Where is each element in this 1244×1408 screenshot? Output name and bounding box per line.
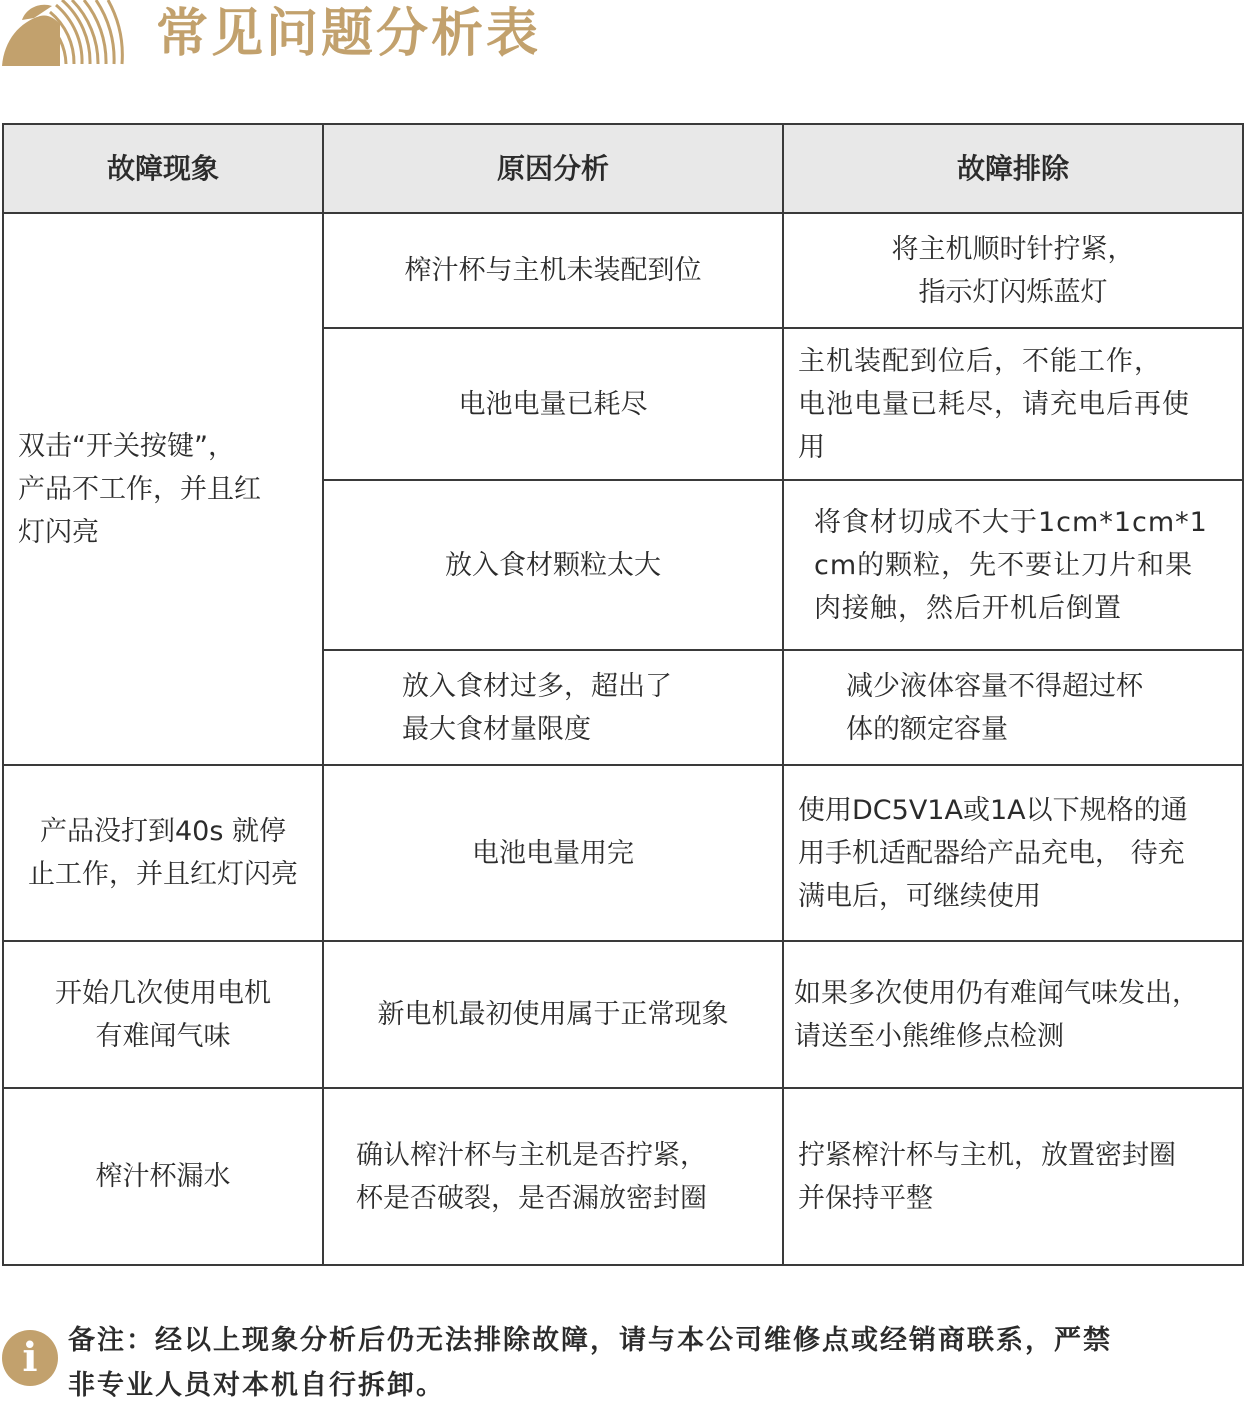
table-row — [3, 765, 1243, 941]
cause-cell — [323, 480, 783, 650]
cause-line: 电池电量已耗尽 — [458, 388, 648, 420]
cause-cell — [323, 941, 783, 1088]
fix-line: 电池电量已耗尽，请充电后再使 — [798, 388, 1190, 420]
header-cause: 原因分析 — [323, 124, 783, 213]
symptom-cell — [3, 941, 323, 1088]
page-title: 常见问题分析表 — [156, 4, 542, 64]
cause-line: 电池电量用完 — [472, 837, 634, 869]
symptom-cell — [3, 765, 323, 941]
cause-cell — [323, 765, 783, 941]
fix-line: 满电后，可继续使用 — [798, 880, 1041, 912]
fix-line: 用 — [798, 431, 826, 463]
header-fix: 故障排除 — [783, 124, 1243, 213]
symptom-line: 有难闻气味 — [95, 1020, 231, 1052]
fix-line: 使用DC5V1A或1A以下规格的通 — [798, 794, 1188, 826]
cause-line: 放入食材过多，超出了 — [402, 670, 672, 702]
fix-line: 拧紧榨汁杯与主机，放置密封圈 — [798, 1139, 1176, 1171]
cause-line: 放入食材颗粒太大 — [445, 549, 661, 581]
fix-cell — [783, 328, 1243, 480]
symptom-line: 榨汁杯漏水 — [95, 1161, 231, 1192]
table-row — [3, 941, 1243, 1088]
fix-line: 体的额定容量 — [846, 713, 1008, 745]
fix-cell — [783, 765, 1243, 941]
header-symptom: 故障现象 — [3, 124, 323, 213]
cause-line: 确认榨汁杯与主机是否拧紧， — [356, 1139, 707, 1171]
fix-line: 如果多次使用仍有难闻气味发出， — [794, 977, 1199, 1009]
symptom-line: 灯闪亮 — [18, 516, 99, 548]
fix-line: cm的颗粒，先不要让刀片和果 — [814, 549, 1194, 581]
fix-line: 将食材切成不大于1cm*1cm*1 — [814, 506, 1208, 538]
cause-line: 杯是否破裂，是否漏放密封圈 — [356, 1182, 707, 1214]
fix-cell — [783, 1088, 1243, 1265]
table-header-row — [3, 124, 1243, 213]
cause-line: 最大食材量限度 — [402, 713, 591, 745]
fix-cell — [783, 480, 1243, 650]
fix-line: 用手机适配器给产品充电， 待充 — [798, 837, 1185, 869]
info-icon — [2, 1330, 58, 1386]
cause-line: 新电机最初使用属于正常现象 — [377, 999, 729, 1030]
cause-cell — [323, 328, 783, 480]
footnote-line: 备注：经以上现象分析后仍无法排除故障，请与本公司维修点或经销商联系，严禁 — [68, 1325, 1112, 1356]
fix-line: 指示灯闪烁蓝灯 — [918, 276, 1108, 308]
fix-line: 减少液体容量不得超过杯 — [846, 670, 1143, 702]
brand-logo-icon — [0, 0, 130, 70]
symptom-cell — [3, 213, 323, 765]
cause-line: 榨汁杯与主机未装配到位 — [404, 255, 702, 286]
cause-cell — [323, 1088, 783, 1265]
table-row — [3, 1088, 1243, 1265]
fix-cell — [783, 941, 1243, 1088]
fix-line: 并保持平整 — [798, 1182, 933, 1214]
symptom-cell — [3, 1088, 323, 1265]
symptom-line: 双击“开关按键”， — [18, 430, 235, 462]
fix-line: 将主机顺时针拧紧， — [891, 233, 1135, 265]
fix-line: 请送至小熊维修点检测 — [794, 1020, 1064, 1052]
symptom-line: 开始几次使用电机 — [55, 977, 271, 1009]
cause-cell — [323, 213, 783, 328]
table-row — [3, 213, 1243, 328]
footnote-line: 非专业人员对本机自行拆卸。 — [68, 1370, 445, 1401]
cause-cell — [323, 650, 783, 765]
fix-line: 主机装配到位后，不能工作， — [798, 345, 1162, 377]
fix-cell — [783, 213, 1243, 328]
fix-line: 肉接触，然后开机后倒置 — [814, 592, 1122, 624]
troubleshooting-table — [2, 123, 1244, 1266]
info-icon-glyph: i — [22, 1334, 38, 1381]
fix-cell — [783, 650, 1243, 765]
symptom-line: 产品不工作，并且红 — [18, 473, 261, 505]
symptom-line: 产品没打到40s 就停 — [39, 816, 286, 847]
symptom-line: 止工作，并且红灯闪亮 — [28, 859, 298, 890]
